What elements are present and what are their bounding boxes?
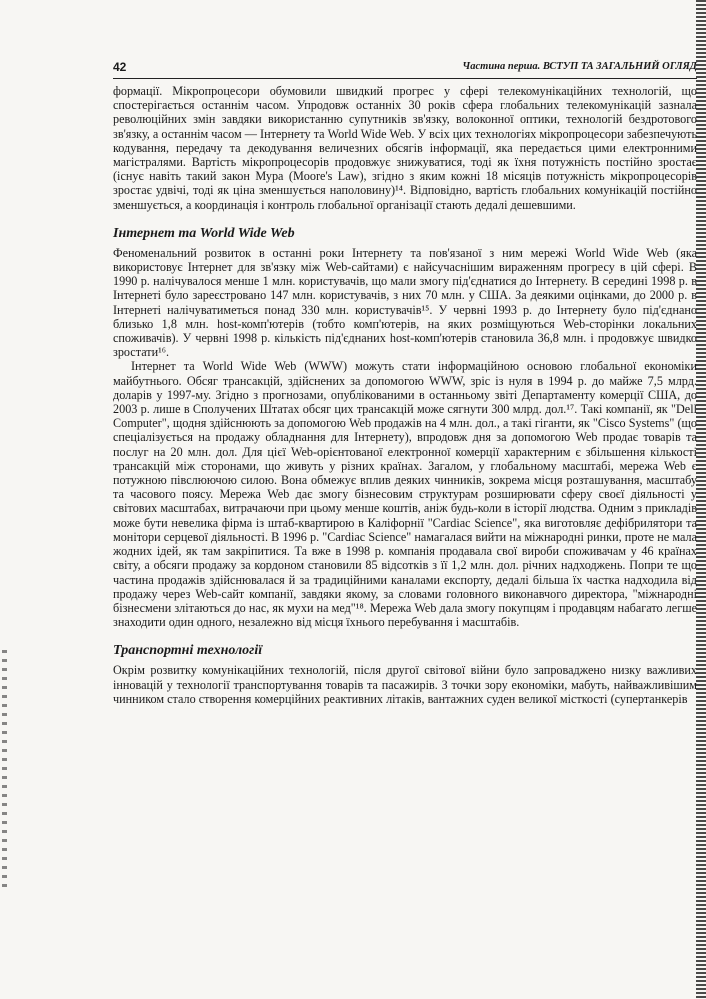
paragraph-transport: Окрім розвитку комунікаційних технологій, після другої світової війни було запроваджено низку важливих інновацій у технології транспортування товарів та пасажирів. З точки зору економіки, мабуть, найважливішим чинником стало створення комерційних реактивних літаків, вантажних суден великої місткості (супертанкерів: [113, 663, 697, 706]
page-header: [113, 60, 697, 79]
page-body: [113, 84, 697, 706]
scan-page-edge: [696, 0, 706, 999]
section-heading-internet: Інтернет та World Wide Web: [113, 225, 295, 241]
section-heading-transport: Транспортні технології: [113, 643, 263, 659]
paragraph-microprocessors: формації. Мікропроцесори обумовили швидкий прогрес у сфері телекомунікаційних технологій, що спостерігається останнім часом. Упродовж останніх 30 років сфера глобальних телекомунікацій зазнала революційних змін завдяки використанню супутників зв'язку, волоконної оптики, технологій бездротового зв'язку, а останнім часом — Інтернету та World Wide Web. У всіх цих технологіях мікропроцесори забезпечують кодування, передачу та декодування величезних обсягів інформації, яка передається цими електронними магістралями. Вартість мікропроцесорів продовжує знижуватися, тоді як їхня потужність постійно зростає (існує навіть такий закон Мура (Moore's Law), згідно з яким кожні 18 місяців потужність мікропроцесорів зростає удвічі, тоді як ціна зменшується наполовину)¹⁴. Відповідно, вартість глобальних комунікацій постійно зменшується, а координація і контроль глобальної організації стають дедалі дешевшими.: [113, 84, 698, 212]
paragraph-internet-growth: Феноменальний розвиток в останні роки Інтернету та пов'язаної з ним мережі World Wide Web (яка використовує Інтернет для зв'язку між Web-сайтами) є найсучаснішим вираженням прогресу в цій сфері. В 1990 р. налічувалося менше 1 млн. користувачів, що мали змогу під'єднатися до Інтернету. В середині 1998 р. в Інтернеті було зареєстровано 147 млн. користувачів, з них 70 млн. у США. За деякими оцінками, до 2000 р. в Інтернеті налічуватиметься понад 330 млн. користувачів¹⁵. У червні 1993 р. до Інтернету було під'єднано близько 1,8 млн. host-комп'ютерів (тобто комп'ютерів, на яких розміщуються Web-сторінки локальних споживачів). У червні 1998 р. кількість під'єднаних host-комп'ютерів становила 36,8 млн. і продовжує швидко зростати¹⁶.: [113, 245, 697, 360]
page-number: 42: [113, 60, 127, 74]
running-head: Частина перша. ВСТУП ТА ЗАГАЛЬНИЙ ОГЛЯД: [462, 61, 697, 72]
paragraph-web-commerce: Інтернет та World Wide Web (WWW) можуть стати інформаційною основою глобальної економіки майбутнього. Обсяг трансакцій, здійснених за допомогою WWW, зріс із нуля в 1994 р. до майже 7,5 млрд. доларів у 1997-му. Згідно з прогнозами, опублікованими в останньому звіті Департаменту комерції США, до 2003 р. лише в Сполучених Штатах обсяг цих трансакцій може сягнути 300 млрд. дол.¹⁷. Такі компанії, як "Dell Computer", щодня здійснюють за допомогою Web продажів на 4 млн. дол., а такі гіганти, як "Cisco Systems" (що спеціалізується на продажу обладнання для Інтернету), впродовж дня за допомогою Web продає товарів та послуг на 20 млн. дол. Для цієї Web-орієнтованої електронної комерції характерним є збільшення кількості трансакцій між сторонами, що живуть у різних країнах. Загалом, у глобальному масштабі, мережа Web є потужною півслюючою силою. Вона обмежує вплив деяких чинників, зокрема місця розташування, масштабу та часового поясу. Мережа Web дає змогу бізнесовим структурам розширювати сферу своєї діяльності у світових масштабах, витрачаючи при цьому менше коштів, аніж будь-коли в історії людства. Одним з прикладів може бути невелика фірма із штаб-квартирою в Каліфорнії "Cardiac Science", яка виготовляє дефібрилятори та монітори серцевої діяльності. В 1996 р. "Cardiac Science" намагалася вийти на міжнародні ринки, проте не мала жодних ідей, як там закріпитися. Та вже в 1998 р. компанія продавала свої вироби споживачам у 46 країнах світу, а обсяги продажу за кордоном становили 85 відсотків з її 1,2 млн. дол. річних надходжень. Попри те що частина продажів здійснювалася й за традиційними каналами експорту, дедалі більша їх частка надходила від продажу через Web-сайт компанії, завдяки якому, за словами головного виконавчого директора, "міжнародні бізнесмени злітаються до нас, як мухи на мед"¹⁸. Мережа Web дала змогу покупцям і продавцям набагато легше знаходити один одного, незалежно від місця їхнього перебування і масштабів.: [113, 359, 697, 630]
scan-binding-edge: [2, 650, 7, 890]
